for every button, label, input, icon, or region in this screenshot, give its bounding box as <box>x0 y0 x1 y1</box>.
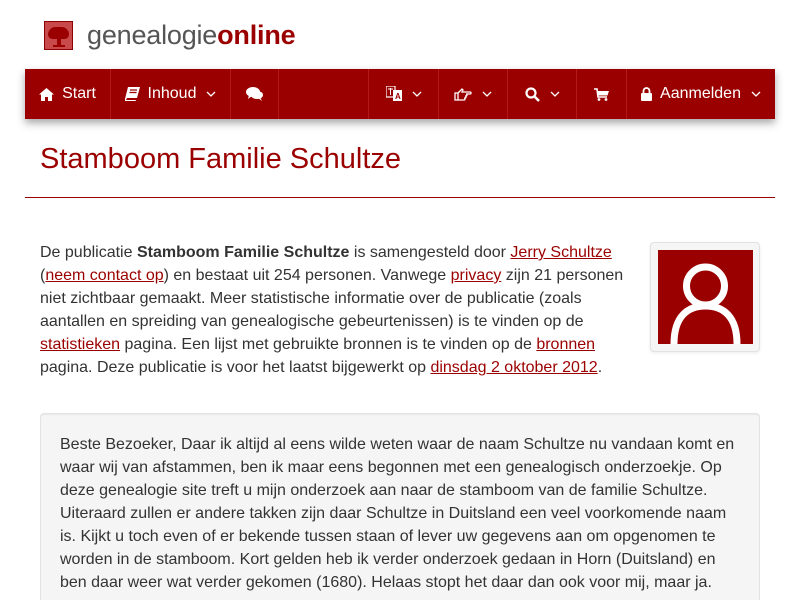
lock-icon <box>641 87 652 101</box>
nav-search[interactable] <box>508 69 577 119</box>
main-navbar <box>25 69 775 119</box>
chevron-down-icon <box>751 91 761 97</box>
nav-inhoud[interactable] <box>111 69 231 119</box>
author-avatar-frame <box>650 242 760 352</box>
nav-forum[interactable] <box>231 69 279 119</box>
nav-start[interactable] <box>25 69 111 119</box>
publication-description <box>40 413 760 600</box>
comments-icon <box>246 87 263 101</box>
user-icon <box>658 250 753 344</box>
contact-link[interactable]: neem contact op <box>45 267 164 284</box>
title-divider <box>25 197 775 198</box>
nav-language[interactable] <box>369 69 439 119</box>
language-icon <box>386 86 402 103</box>
description-text: Beste Bezoeker, Daar ik altijd al eens wilde weten waar de naam Schultze nu vandaan komt en waar wij van afstammen, ben ik maar eens begonnen met een genealogisch onderzoekje. Op deze genealogie site treft u mijn onderzoek aan naar de stamboom van de familie Schultze. Uiteraard zullen er andere takken zijn daar Schultze in Duitsland een veel voorkomende naam is. Kijkt u toch even of er bekende tussen staan of lever uw gegevens aan om opgenomen te worden in de stamboom. Kort gelden heb ik verder onderzoek gedaan in Horn (Duitsland) en ben daar weer wat verder gekomen (1680). Helaas stopt het daar dan ook voor mij, maar ja. <box>60 436 735 591</box>
publication-name: Stamboom Familie Schultze <box>136 244 350 261</box>
cart-icon <box>594 88 609 101</box>
sources-link[interactable]: bronnen <box>536 336 596 353</box>
chevron-down-icon <box>206 91 216 97</box>
author-link[interactable]: Jerry Schultze <box>510 244 612 261</box>
nav-start-label: Start <box>62 85 96 102</box>
svg-text:A: A <box>394 91 401 101</box>
hand-pointer-icon <box>454 87 472 101</box>
last-updated-link[interactable]: dinsdag 2 oktober 2012 <box>430 359 598 376</box>
home-icon <box>39 88 54 101</box>
nav-inhoud-label: Inhoud <box>147 85 197 102</box>
privacy-link[interactable]: privacy <box>450 267 502 284</box>
search-icon <box>525 87 540 102</box>
page-title: Stamboom Familie Schultze <box>40 143 402 175</box>
nav-login[interactable] <box>627 69 775 119</box>
site-name: genealogieonline <box>87 20 296 50</box>
nav-login-label: Aanmelden <box>660 85 741 102</box>
chevron-down-icon <box>482 91 492 97</box>
statistics-link[interactable]: statistieken <box>40 336 121 353</box>
tree-icon <box>44 21 73 50</box>
nav-cart[interactable] <box>577 69 627 119</box>
nav-pointer[interactable] <box>439 69 508 119</box>
publication-intro: De publicatie Stamboom Familie Schultze is samengesteld door Jerry Schultze (neem contact op) en bestaat uit 254 personen. Vanwege privacy zijn 21 personen niet zichtbaar gemaakt. Meer statistische informatie over de publicatie (zoals aantallen en spreiding van genealogische gebeurtenissen) is te vinden op de statistieken pagina. Een lijst met gebruikte bronnen is te vinden op de bronnen pagina. Deze publicatie is voor het laatst bijgewerkt op dinsdag 2 oktober 2012. <box>40 244 624 376</box>
nav-spacer <box>279 69 369 119</box>
chevron-down-icon <box>412 91 422 97</box>
book-icon <box>125 87 140 101</box>
site-brand[interactable] <box>44 18 295 52</box>
chevron-down-icon <box>550 91 560 97</box>
